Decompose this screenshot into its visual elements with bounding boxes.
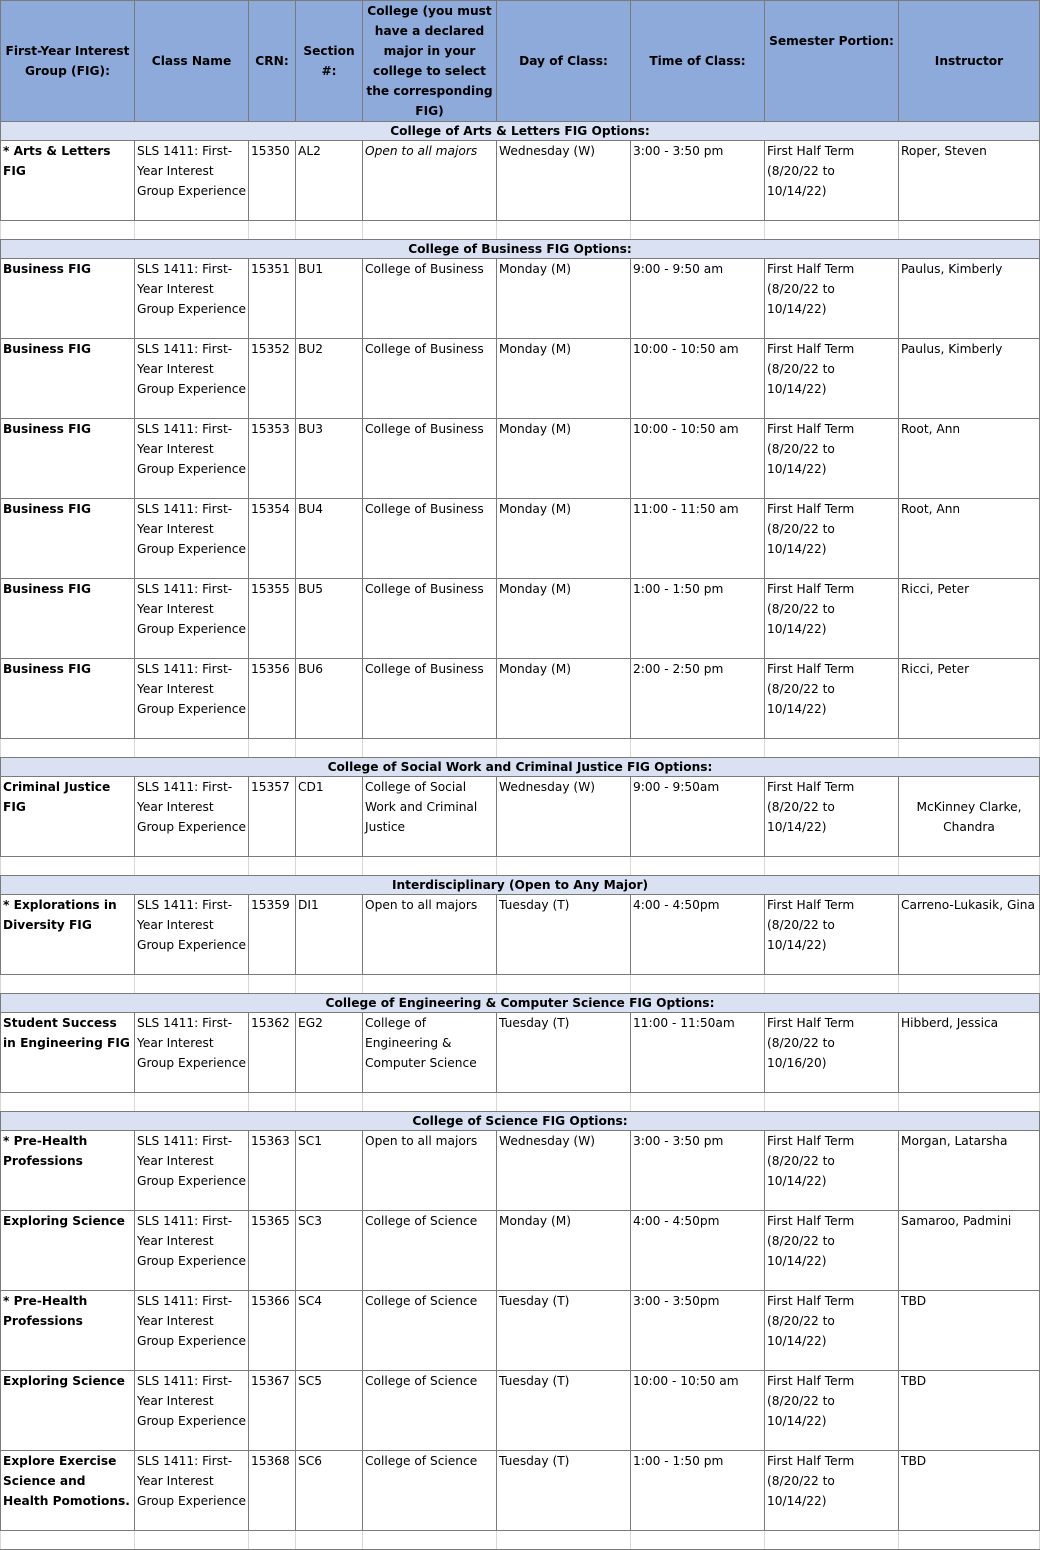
cell-day: Monday (M) bbox=[497, 579, 631, 659]
cell-college: Open to all majors bbox=[363, 1131, 497, 1211]
header-row bbox=[1, 1, 1040, 122]
cell-class-name: SLS 1411: First-Year Interest Group Experience bbox=[135, 259, 249, 339]
empty-cell bbox=[249, 857, 296, 876]
cell-day: Monday (M) bbox=[497, 259, 631, 339]
table-row bbox=[1, 895, 1040, 975]
empty-cell bbox=[765, 1093, 899, 1112]
empty-cell bbox=[249, 221, 296, 240]
header-college: College (you must have a declared major in your college to select the corresponding FIG) bbox=[363, 1, 497, 122]
cell-semester: First Half Term (8/20/22 to 10/14/22) bbox=[765, 1291, 899, 1371]
cell-day: Monday (M) bbox=[497, 659, 631, 739]
cell-fig: Criminal Justice FIG bbox=[1, 777, 135, 857]
cell-semester: First Half Term (8/20/22 to 10/14/22) bbox=[765, 1451, 899, 1531]
cell-crn: 15353 bbox=[249, 419, 296, 499]
cell-class-name: SLS 1411: First-Year Interest Group Experience bbox=[135, 1371, 249, 1451]
cell-instructor: Paulus, Kimberly bbox=[899, 339, 1040, 419]
empty-cell bbox=[899, 739, 1040, 758]
cell-college: College of Science bbox=[363, 1371, 497, 1451]
cell-section: BU2 bbox=[296, 339, 363, 419]
section-header-row bbox=[1, 758, 1040, 777]
empty-cell bbox=[249, 1093, 296, 1112]
cell-crn: 15365 bbox=[249, 1211, 296, 1291]
header-time: Time of Class: bbox=[631, 1, 765, 122]
empty-cell bbox=[296, 1531, 363, 1550]
cell-section: CD1 bbox=[296, 777, 363, 857]
cell-crn: 15351 bbox=[249, 259, 296, 339]
cell-semester: First Half Term (8/20/22 to 10/14/22) bbox=[765, 419, 899, 499]
cell-day: Wednesday (W) bbox=[497, 141, 631, 221]
cell-day: Tuesday (T) bbox=[497, 1451, 631, 1531]
spacer-row bbox=[1, 221, 1040, 240]
cell-semester: First Half Term (8/20/22 to 10/16/20) bbox=[765, 1013, 899, 1093]
cell-fig: Explore Exercise Science and Health Pomotions. bbox=[1, 1451, 135, 1531]
cell-instructor: Root, Ann bbox=[899, 419, 1040, 499]
cell-instructor: McKinney Clarke, Chandra bbox=[899, 777, 1040, 857]
cell-class-name: SLS 1411: First-Year Interest Group Experience bbox=[135, 777, 249, 857]
cell-crn: 15363 bbox=[249, 1131, 296, 1211]
cell-crn: 15355 bbox=[249, 579, 296, 659]
cell-fig: Business FIG bbox=[1, 419, 135, 499]
header-crn: CRN: bbox=[249, 1, 296, 122]
cell-fig: Business FIG bbox=[1, 579, 135, 659]
table-row bbox=[1, 499, 1040, 579]
spacer-row bbox=[1, 1531, 1040, 1550]
cell-semester: First Half Term (8/20/22 to 10/14/22) bbox=[765, 1131, 899, 1211]
cell-college: College of Science bbox=[363, 1291, 497, 1371]
empty-cell bbox=[631, 1531, 765, 1550]
empty-cell bbox=[899, 221, 1040, 240]
cell-college: College of Science bbox=[363, 1451, 497, 1531]
cell-crn: 15356 bbox=[249, 659, 296, 739]
cell-crn: 15352 bbox=[249, 339, 296, 419]
empty-cell bbox=[363, 739, 497, 758]
empty-cell bbox=[135, 221, 249, 240]
empty-cell bbox=[135, 1531, 249, 1550]
empty-cell bbox=[249, 739, 296, 758]
empty-cell bbox=[363, 975, 497, 994]
cell-day: Tuesday (T) bbox=[497, 1013, 631, 1093]
empty-cell bbox=[363, 1531, 497, 1550]
cell-section: EG2 bbox=[296, 1013, 363, 1093]
cell-semester: First Half Term (8/20/22 to 10/14/22) bbox=[765, 259, 899, 339]
cell-college: College of Engineering & Computer Science bbox=[363, 1013, 497, 1093]
cell-college: College of Business bbox=[363, 339, 497, 419]
section-title: College of Arts & Letters FIG Options: bbox=[1, 122, 1040, 141]
cell-class-name: SLS 1411: First-Year Interest Group Experience bbox=[135, 1013, 249, 1093]
table-row bbox=[1, 1371, 1040, 1451]
cell-instructor: Hibberd, Jessica bbox=[899, 1013, 1040, 1093]
empty-cell bbox=[497, 857, 631, 876]
cell-section: BU6 bbox=[296, 659, 363, 739]
spacer-row bbox=[1, 857, 1040, 876]
cell-time: 9:00 - 9:50 am bbox=[631, 259, 765, 339]
empty-cell bbox=[765, 739, 899, 758]
spacer-row bbox=[1, 975, 1040, 994]
cell-time: 4:00 - 4:50pm bbox=[631, 1211, 765, 1291]
table-row bbox=[1, 339, 1040, 419]
cell-class-name: SLS 1411: First-Year Interest Group Experience bbox=[135, 895, 249, 975]
cell-crn: 15350 bbox=[249, 141, 296, 221]
section-title: College of Social Work and Criminal Justice FIG Options: bbox=[1, 758, 1040, 777]
cell-class-name: SLS 1411: First-Year Interest Group Experience bbox=[135, 141, 249, 221]
cell-crn: 15366 bbox=[249, 1291, 296, 1371]
section-title: College of Business FIG Options: bbox=[1, 240, 1040, 259]
empty-cell bbox=[363, 1093, 497, 1112]
cell-class-name: SLS 1411: First-Year Interest Group Experience bbox=[135, 1291, 249, 1371]
empty-cell bbox=[363, 857, 497, 876]
table-row bbox=[1, 579, 1040, 659]
empty-cell bbox=[899, 857, 1040, 876]
table-row bbox=[1, 141, 1040, 221]
cell-time: 3:00 - 3:50 pm bbox=[631, 1131, 765, 1211]
empty-cell bbox=[363, 221, 497, 240]
cell-fig: * Explorations in Diversity FIG bbox=[1, 895, 135, 975]
cell-time: 3:00 - 3:50 pm bbox=[631, 141, 765, 221]
header-class-name: Class Name bbox=[135, 1, 249, 122]
cell-time: 1:00 - 1:50 pm bbox=[631, 1451, 765, 1531]
cell-class-name: SLS 1411: First-Year Interest Group Experience bbox=[135, 579, 249, 659]
empty-cell bbox=[899, 975, 1040, 994]
section-header-row bbox=[1, 994, 1040, 1013]
empty-cell bbox=[296, 221, 363, 240]
cell-section: SC5 bbox=[296, 1371, 363, 1451]
cell-section: BU1 bbox=[296, 259, 363, 339]
table-row bbox=[1, 1211, 1040, 1291]
cell-instructor: Carreno-Lukasik, Gina bbox=[899, 895, 1040, 975]
cell-fig: Business FIG bbox=[1, 499, 135, 579]
empty-cell bbox=[765, 975, 899, 994]
cell-class-name: SLS 1411: First-Year Interest Group Experience bbox=[135, 659, 249, 739]
cell-instructor: Root, Ann bbox=[899, 499, 1040, 579]
cell-day: Tuesday (T) bbox=[497, 1371, 631, 1451]
empty-cell bbox=[631, 739, 765, 758]
cell-time: 11:00 - 11:50am bbox=[631, 1013, 765, 1093]
section-title: Interdisciplinary (Open to Any Major) bbox=[1, 876, 1040, 895]
cell-crn: 15368 bbox=[249, 1451, 296, 1531]
table-row bbox=[1, 259, 1040, 339]
cell-class-name: SLS 1411: First-Year Interest Group Experience bbox=[135, 339, 249, 419]
cell-day: Wednesday (W) bbox=[497, 1131, 631, 1211]
cell-semester: First Half Term (8/20/22 to 10/14/22) bbox=[765, 1211, 899, 1291]
section-title: College of Engineering & Computer Science FIG Options: bbox=[1, 994, 1040, 1013]
cell-semester: First Half Term (8/20/22 to 10/14/22) bbox=[765, 339, 899, 419]
cell-section: BU3 bbox=[296, 419, 363, 499]
cell-semester: First Half Term (8/20/22 to 10/14/22) bbox=[765, 579, 899, 659]
cell-semester: First Half Term (8/20/22 to 10/14/22) bbox=[765, 659, 899, 739]
cell-college: College of Business bbox=[363, 419, 497, 499]
cell-college: College of Social Work and Criminal Justice bbox=[363, 777, 497, 857]
section-header-row bbox=[1, 122, 1040, 141]
empty-cell bbox=[1, 1531, 135, 1550]
cell-college: College of Science bbox=[363, 1211, 497, 1291]
cell-college: Open to all majors bbox=[363, 895, 497, 975]
cell-semester: First Half Term (8/20/22 to 10/14/22) bbox=[765, 895, 899, 975]
header-instructor: Instructor bbox=[899, 1, 1040, 122]
cell-day: Monday (M) bbox=[497, 419, 631, 499]
cell-fig: Exploring Science bbox=[1, 1211, 135, 1291]
cell-crn: 15354 bbox=[249, 499, 296, 579]
cell-semester: First Half Term (8/20/22 to 10/14/22) bbox=[765, 777, 899, 857]
cell-college: College of Business bbox=[363, 499, 497, 579]
cell-section: AL2 bbox=[296, 141, 363, 221]
cell-time: 11:00 - 11:50 am bbox=[631, 499, 765, 579]
section-title: College of Science FIG Options: bbox=[1, 1112, 1040, 1131]
header-fig: First-Year Interest Group (FIG): bbox=[1, 1, 135, 122]
cell-fig: Business FIG bbox=[1, 659, 135, 739]
cell-time: 1:00 - 1:50 pm bbox=[631, 579, 765, 659]
empty-cell bbox=[135, 857, 249, 876]
cell-college: Open to all majors bbox=[363, 141, 497, 221]
cell-day: Monday (M) bbox=[497, 499, 631, 579]
cell-time: 10:00 - 10:50 am bbox=[631, 339, 765, 419]
header-day: Day of Class: bbox=[497, 1, 631, 122]
cell-instructor: TBD bbox=[899, 1291, 1040, 1371]
cell-instructor: Roper, Steven bbox=[899, 141, 1040, 221]
cell-time: 10:00 - 10:50 am bbox=[631, 1371, 765, 1451]
empty-cell bbox=[899, 1531, 1040, 1550]
table-row bbox=[1, 419, 1040, 499]
empty-cell bbox=[899, 1093, 1040, 1112]
cell-class-name: SLS 1411: First-Year Interest Group Experience bbox=[135, 1211, 249, 1291]
cell-time: 10:00 - 10:50 am bbox=[631, 419, 765, 499]
empty-cell bbox=[765, 1531, 899, 1550]
header-semester: Semester Portion: bbox=[765, 1, 899, 122]
empty-cell bbox=[135, 975, 249, 994]
empty-cell bbox=[135, 739, 249, 758]
empty-cell bbox=[249, 1531, 296, 1550]
cell-section: SC6 bbox=[296, 1451, 363, 1531]
table-row bbox=[1, 659, 1040, 739]
cell-day: Tuesday (T) bbox=[497, 1291, 631, 1371]
cell-time: 4:00 - 4:50pm bbox=[631, 895, 765, 975]
spacer-row bbox=[1, 1093, 1040, 1112]
empty-cell bbox=[765, 857, 899, 876]
cell-fig: * Pre-Health Professions bbox=[1, 1291, 135, 1371]
empty-cell bbox=[1, 1093, 135, 1112]
cell-class-name: SLS 1411: First-Year Interest Group Experience bbox=[135, 499, 249, 579]
cell-instructor: TBD bbox=[899, 1451, 1040, 1531]
cell-crn: 15362 bbox=[249, 1013, 296, 1093]
cell-crn: 15359 bbox=[249, 895, 296, 975]
empty-cell bbox=[1, 975, 135, 994]
header-section: Section #: bbox=[296, 1, 363, 122]
cell-section: BU4 bbox=[296, 499, 363, 579]
empty-cell bbox=[497, 975, 631, 994]
cell-instructor: Samaroo, Padmini bbox=[899, 1211, 1040, 1291]
cell-day: Wednesday (W) bbox=[497, 777, 631, 857]
section-header-row bbox=[1, 240, 1040, 259]
table-row bbox=[1, 1291, 1040, 1371]
cell-day: Monday (M) bbox=[497, 1211, 631, 1291]
empty-cell bbox=[249, 975, 296, 994]
table-row bbox=[1, 1131, 1040, 1211]
cell-instructor: Paulus, Kimberly bbox=[899, 259, 1040, 339]
cell-semester: First Half Term (8/20/22 to 10/14/22) bbox=[765, 141, 899, 221]
cell-time: 3:00 - 3:50pm bbox=[631, 1291, 765, 1371]
empty-cell bbox=[296, 739, 363, 758]
empty-cell bbox=[1, 857, 135, 876]
empty-cell bbox=[631, 975, 765, 994]
cell-college: College of Business bbox=[363, 659, 497, 739]
empty-cell bbox=[765, 221, 899, 240]
cell-fig: Business FIG bbox=[1, 339, 135, 419]
cell-day: Tuesday (T) bbox=[497, 895, 631, 975]
cell-time: 9:00 - 9:50am bbox=[631, 777, 765, 857]
cell-section: SC1 bbox=[296, 1131, 363, 1211]
cell-section: DI1 bbox=[296, 895, 363, 975]
table-body bbox=[1, 122, 1040, 1550]
table-row bbox=[1, 1013, 1040, 1093]
empty-cell bbox=[631, 221, 765, 240]
cell-crn: 15357 bbox=[249, 777, 296, 857]
table-row bbox=[1, 777, 1040, 857]
cell-time: 2:00 - 2:50 pm bbox=[631, 659, 765, 739]
cell-fig: Student Success in Engineering FIG bbox=[1, 1013, 135, 1093]
cell-instructor: Ricci, Peter bbox=[899, 579, 1040, 659]
cell-instructor: Ricci, Peter bbox=[899, 659, 1040, 739]
cell-class-name: SLS 1411: First-Year Interest Group Experience bbox=[135, 1131, 249, 1211]
empty-cell bbox=[497, 1531, 631, 1550]
cell-day: Monday (M) bbox=[497, 339, 631, 419]
cell-fig: * Pre-Health Professions bbox=[1, 1131, 135, 1211]
empty-cell bbox=[497, 221, 631, 240]
empty-cell bbox=[497, 1093, 631, 1112]
cell-class-name: SLS 1411: First-Year Interest Group Experience bbox=[135, 1451, 249, 1531]
cell-college: College of Business bbox=[363, 259, 497, 339]
cell-fig: Business FIG bbox=[1, 259, 135, 339]
cell-section: SC4 bbox=[296, 1291, 363, 1371]
empty-cell bbox=[296, 857, 363, 876]
table-row bbox=[1, 1451, 1040, 1531]
cell-college: College of Business bbox=[363, 579, 497, 659]
cell-crn: 15367 bbox=[249, 1371, 296, 1451]
spacer-row bbox=[1, 739, 1040, 758]
cell-section: SC3 bbox=[296, 1211, 363, 1291]
cell-section: BU5 bbox=[296, 579, 363, 659]
empty-cell bbox=[1, 739, 135, 758]
empty-cell bbox=[135, 1093, 249, 1112]
section-header-row bbox=[1, 1112, 1040, 1131]
empty-cell bbox=[1, 221, 135, 240]
empty-cell bbox=[296, 975, 363, 994]
cell-instructor: Morgan, Latarsha bbox=[899, 1131, 1040, 1211]
section-header-row bbox=[1, 876, 1040, 895]
empty-cell bbox=[631, 1093, 765, 1112]
cell-fig: * Arts & Letters FIG bbox=[1, 141, 135, 221]
cell-fig: Exploring Science bbox=[1, 1371, 135, 1451]
empty-cell bbox=[631, 857, 765, 876]
cell-semester: First Half Term (8/20/22 to 10/14/22) bbox=[765, 1371, 899, 1451]
empty-cell bbox=[497, 739, 631, 758]
empty-cell bbox=[296, 1093, 363, 1112]
cell-semester: First Half Term (8/20/22 to 10/14/22) bbox=[765, 499, 899, 579]
cell-class-name: SLS 1411: First-Year Interest Group Experience bbox=[135, 419, 249, 499]
cell-instructor: TBD bbox=[899, 1371, 1040, 1451]
